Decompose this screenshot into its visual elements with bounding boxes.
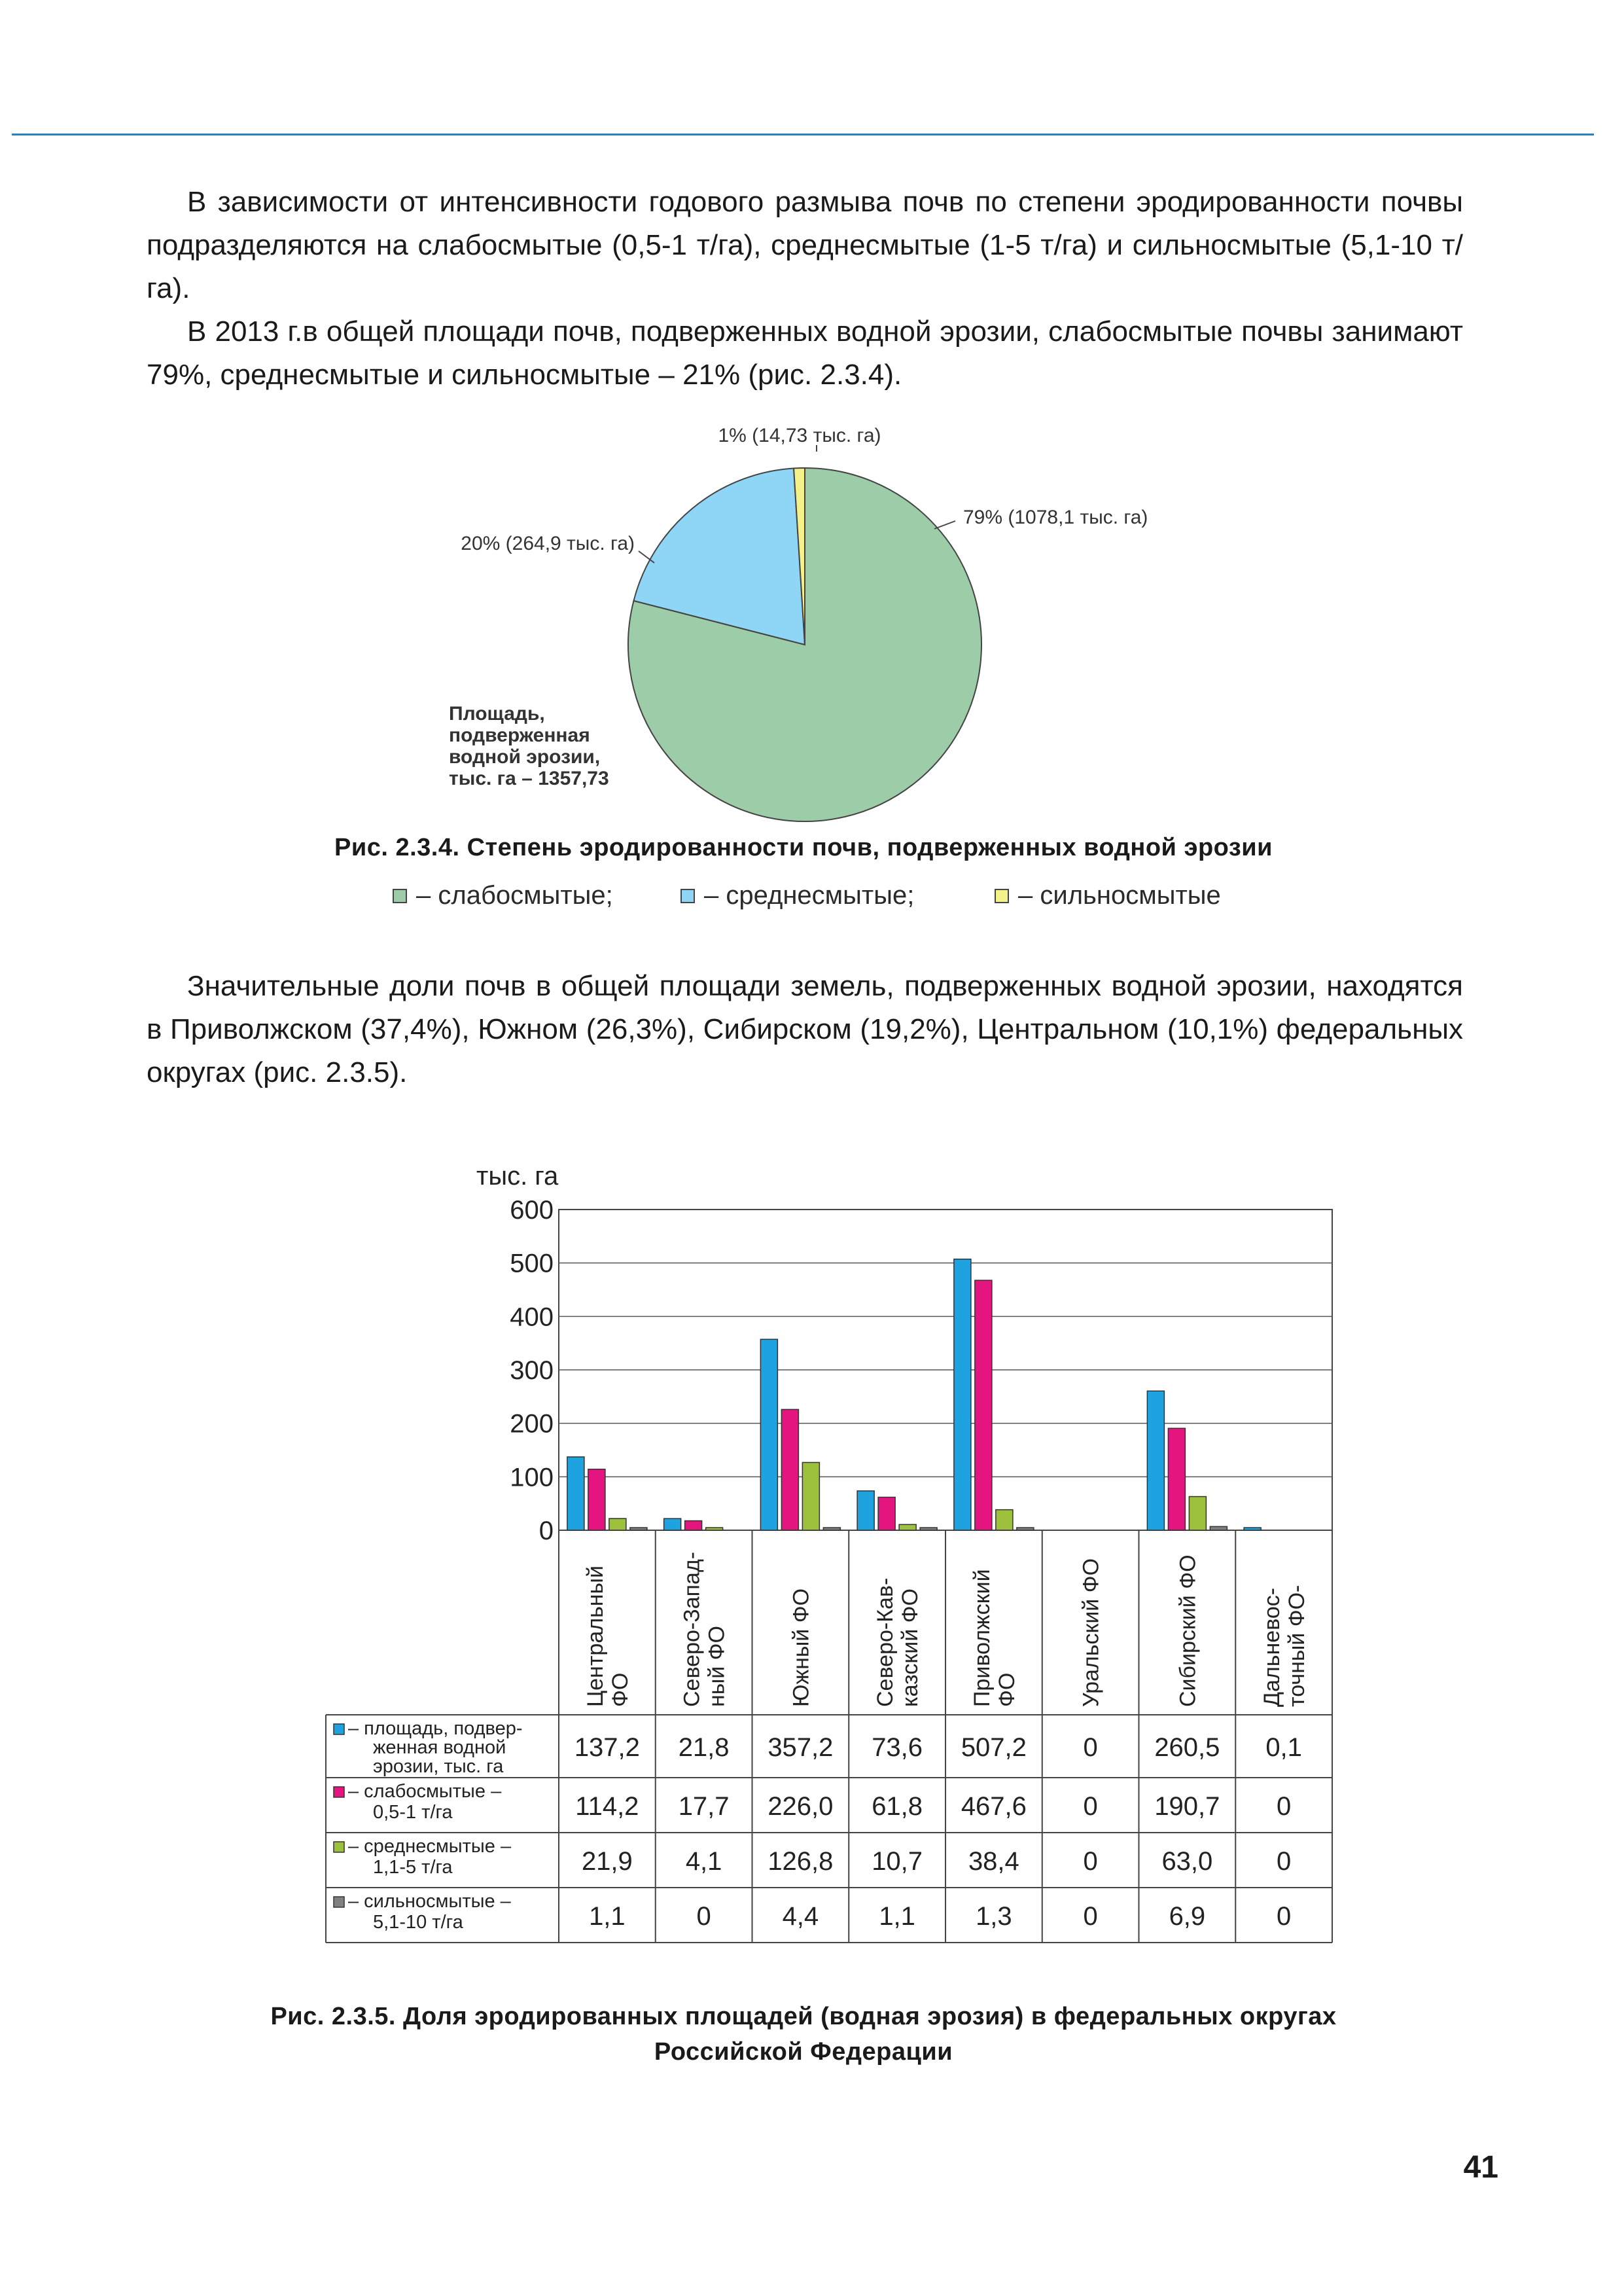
category-label: Дальневос- <box>1260 1587 1285 1707</box>
table-cell: 10,7 <box>872 1847 923 1876</box>
figure-caption-pie: Рис. 2.3.4. Степень эродированности почв, подверженных водной эрозии <box>334 834 1273 861</box>
table-cell: 21,9 <box>581 1847 633 1876</box>
table-cell: 17,7 <box>678 1792 730 1821</box>
table-cell: 63,0 <box>1161 1847 1213 1876</box>
pie-label-medium: 20% (264,9 тыс. га) <box>461 533 635 554</box>
legend-label: – среднесмытые; <box>704 881 915 910</box>
bar <box>630 1528 647 1530</box>
header-rule <box>12 134 1594 135</box>
legend-label: – сильносмытые <box>1018 881 1221 910</box>
table-cell: 0 <box>1083 1902 1098 1931</box>
bar <box>1244 1528 1261 1530</box>
category-label: точный ФО- <box>1284 1585 1310 1707</box>
table-cell: 226,0 <box>768 1792 834 1821</box>
bar <box>878 1498 895 1530</box>
series-label: – площадь, подвер- <box>348 1718 523 1739</box>
bar <box>823 1528 840 1530</box>
table-cell: 4,4 <box>782 1902 819 1931</box>
category-label: Северо-Кав- <box>873 1577 898 1707</box>
table-cell: 0 <box>696 1902 711 1931</box>
category-label: Приволжский <box>969 1569 995 1707</box>
legend-swatch <box>995 889 1009 903</box>
table-cell: 467,6 <box>961 1792 1027 1821</box>
bar <box>857 1491 874 1530</box>
legend-swatch <box>680 889 695 903</box>
table-cell: 21,8 <box>678 1733 730 1762</box>
y-tick-label: 400 <box>510 1302 554 1332</box>
category-label: ФО <box>994 1672 1019 1707</box>
table-cell: 0 <box>1277 1902 1292 1931</box>
table-cell: 126,8 <box>768 1847 834 1876</box>
bar <box>1147 1391 1164 1530</box>
series-label: эрозии, тыс. га <box>373 1756 504 1777</box>
table-cell: 357,2 <box>768 1733 834 1762</box>
series-label: 1,1-5 т/га <box>373 1857 453 1878</box>
bar <box>954 1259 971 1530</box>
table-cell: 114,2 <box>575 1792 639 1821</box>
bar <box>1210 1526 1227 1530</box>
series-label: 5,1-10 т/га <box>373 1912 463 1933</box>
y-tick-label: 500 <box>510 1249 554 1278</box>
bar <box>920 1528 937 1530</box>
y-tick-label: 300 <box>510 1356 554 1385</box>
pie-label-strong: 1% (14,73 тыс. га) <box>718 425 881 446</box>
caption-line: Российской Федерации <box>654 2038 953 2066</box>
caption-line: Рис. 2.3.5. Доля эродированных площадей (водная эрозия) в федеральных округах <box>270 2003 1337 2030</box>
bar <box>685 1521 702 1530</box>
bar-chart <box>0 1152 1607 1964</box>
legend-item-weak <box>393 881 613 910</box>
table-cell: 0 <box>1083 1733 1098 1762</box>
category-label: Уральский ФО <box>1078 1558 1104 1707</box>
table-cell: 73,6 <box>872 1733 923 1762</box>
pie-total-line: тыс. га – 1357,73 <box>449 768 609 789</box>
paragraph-regional-share: Значительные доли почв в общей площади земель, подверженных водной эрозии, находятся в Приволжском (37,4%), Южном (26,3%), Сибирском (19,2%), Центральном (10,1%) федеральных округах (рис. 2.3.5). <box>147 970 1463 1088</box>
table-cell: 1,1 <box>589 1902 626 1931</box>
category-label: Центральный <box>582 1566 608 1707</box>
table-cell: 190,7 <box>1154 1792 1220 1821</box>
bar <box>1189 1497 1206 1530</box>
bar <box>664 1518 681 1530</box>
bar <box>781 1409 798 1530</box>
legend-label: – слабосмытые; <box>416 881 613 910</box>
bar <box>1168 1428 1185 1530</box>
bar <box>802 1462 819 1530</box>
bar <box>706 1528 723 1530</box>
bar <box>588 1469 605 1530</box>
bar <box>609 1518 626 1530</box>
category-label: ный ФО <box>704 1626 730 1707</box>
table-cell: 0 <box>1277 1847 1292 1876</box>
page-number: 41 <box>1463 2150 1498 2185</box>
table-cell: 507,2 <box>961 1733 1027 1762</box>
paragraph-erosion-classes: В зависимости от интенсивности годового размыва почв по степени эродированности почвы подразделяются на слабосмытые (0,5-1 т/га), среднесмытые (1-5 т/га) и сильносмытые (5,1-10 т/га). <box>147 186 1463 304</box>
bar <box>899 1524 916 1530</box>
category-label: казский ФО <box>898 1588 923 1707</box>
table-cell: 6,9 <box>1169 1902 1206 1931</box>
table-cell: 4,1 <box>685 1847 722 1876</box>
paragraph-2013-share: В 2013 г.в общей площади почв, подверженных водной эрозии, слабосмытые почвы занимают 79%, среднесмытые и сильносмытые – 21% (рис. 2.3.4). <box>147 315 1463 391</box>
table-cell: 0 <box>1277 1792 1292 1821</box>
pie-total-line: водной эрозии, <box>449 746 601 768</box>
pie-chart <box>0 406 1607 838</box>
category-label: Южный ФО <box>788 1588 814 1707</box>
bar <box>975 1280 992 1530</box>
y-axis-label: тыс. га <box>476 1162 559 1191</box>
table-cell: 0,1 <box>1265 1733 1302 1762</box>
table-cell: 260,5 <box>1154 1733 1220 1762</box>
series-label: женная водной <box>373 1737 506 1758</box>
table-cell: 38,4 <box>968 1847 1019 1876</box>
y-tick-label: 0 <box>539 1516 554 1545</box>
series-swatch <box>334 1787 344 1797</box>
table-cell: 0 <box>1083 1847 1098 1876</box>
table-cell: 61,8 <box>872 1792 923 1821</box>
y-tick-label: 100 <box>510 1463 554 1492</box>
figure-caption-bars <box>0 1999 1607 2070</box>
pie-legend <box>393 881 1309 920</box>
series-label: 0,5-1 т/га <box>373 1802 453 1823</box>
table-cell: 0 <box>1083 1792 1098 1821</box>
y-tick-label: 200 <box>510 1409 554 1439</box>
legend-item-medium <box>680 881 914 910</box>
series-swatch <box>334 1724 344 1734</box>
bar <box>996 1510 1013 1530</box>
bar <box>1017 1528 1034 1530</box>
legend-swatch <box>393 889 407 903</box>
series-swatch <box>334 1897 344 1907</box>
category-label: Сибирский ФО <box>1175 1554 1201 1707</box>
table-cell: 137,2 <box>574 1733 640 1762</box>
series-swatch <box>334 1842 344 1852</box>
bar <box>567 1457 584 1530</box>
table-cell: 1,1 <box>879 1902 915 1931</box>
legend-item-strong <box>995 881 1221 910</box>
pie-label-weak: 79% (1078,1 тыс. га) <box>963 507 1148 528</box>
pie-total-line: подверженная <box>449 725 590 746</box>
y-tick-label: 600 <box>510 1196 554 1225</box>
series-label: – сильносмытые – <box>348 1891 511 1912</box>
series-label: – слабосмытые – <box>348 1781 502 1802</box>
leader-line-weak <box>934 521 955 529</box>
category-label: ФО <box>607 1672 633 1707</box>
bar <box>760 1339 777 1530</box>
series-label: – среднесмытые – <box>348 1836 512 1857</box>
pie-total-line: Площадь, <box>449 703 545 725</box>
table-cell: 1,3 <box>976 1902 1012 1931</box>
category-label: Северо-Запад- <box>679 1551 705 1707</box>
